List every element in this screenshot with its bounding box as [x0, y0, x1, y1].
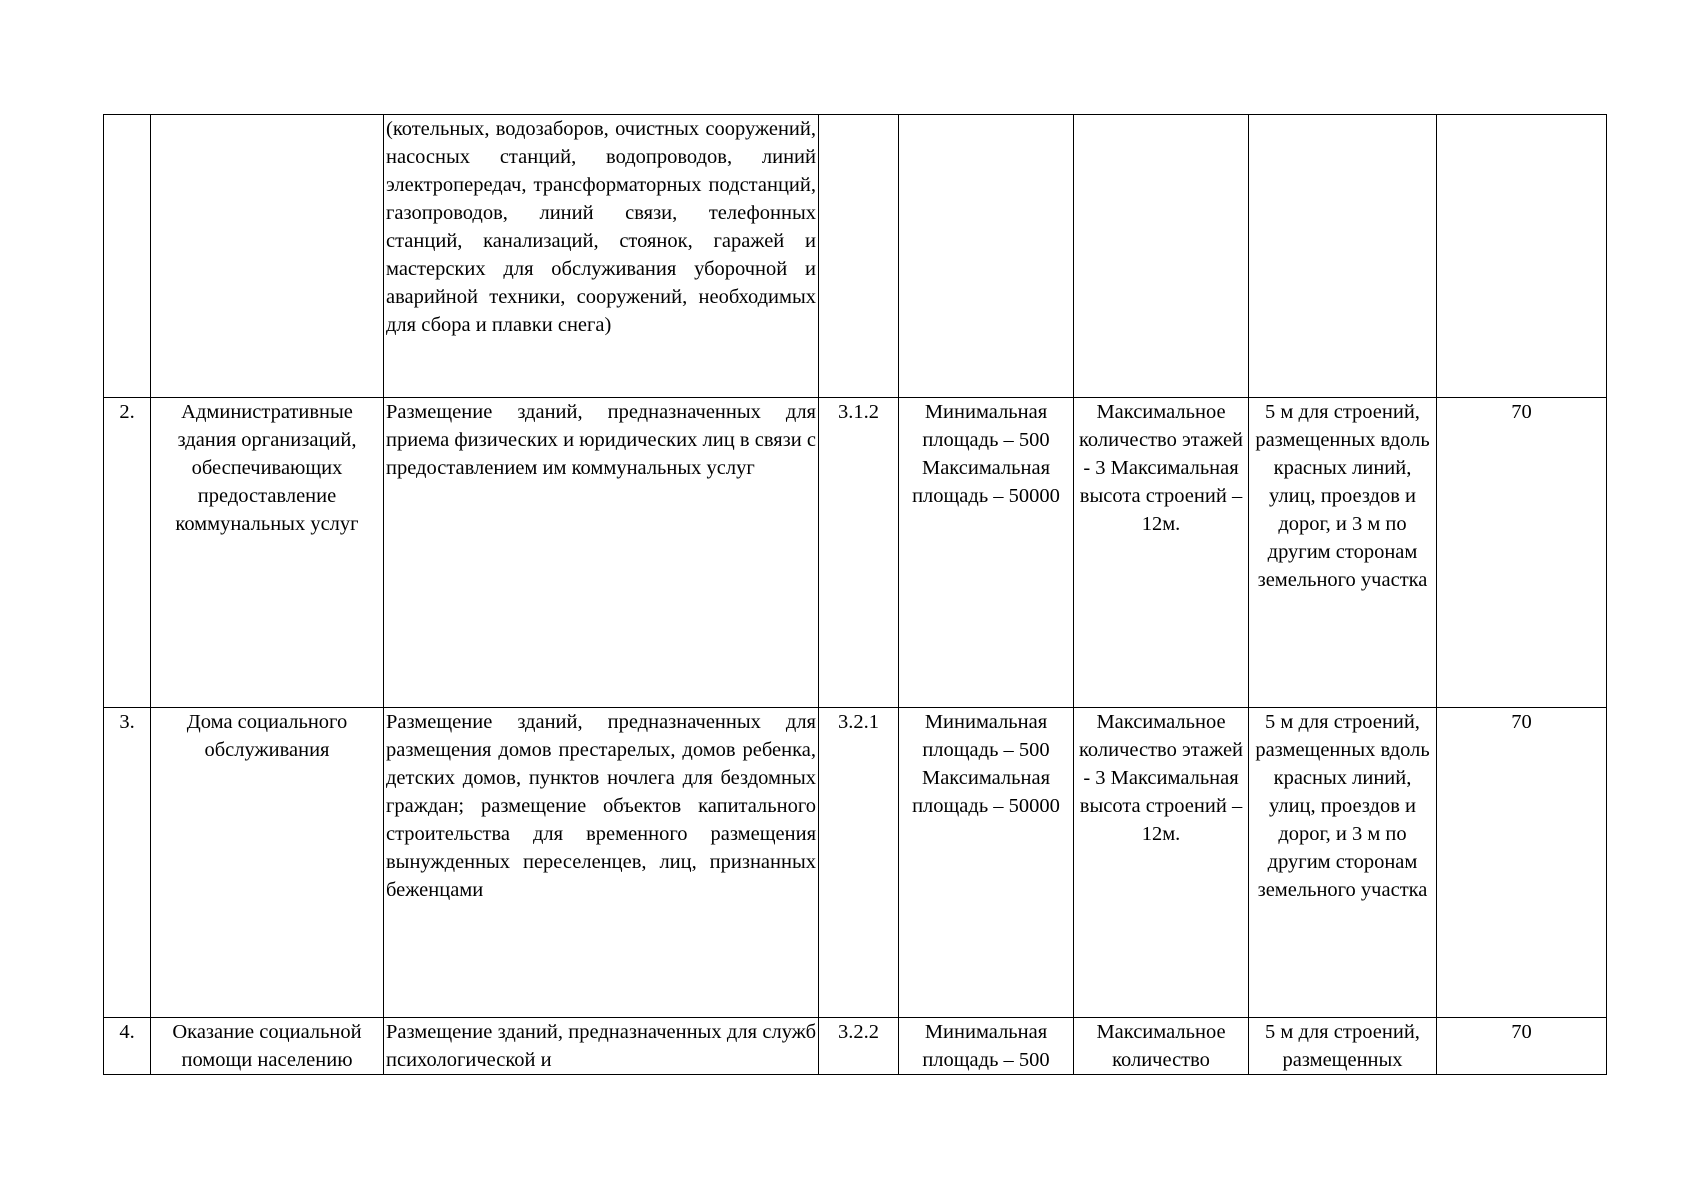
table-row	[104, 1018, 1607, 1075]
use-name-cell: Административные здания организаций, обеспечивающих предоставление коммунальных услуг	[151, 398, 384, 708]
row-number-cell: 4.	[104, 1018, 151, 1075]
coverage-percent-cell	[1437, 115, 1607, 398]
use-description-cell	[384, 708, 819, 1018]
classifier-code-cell	[819, 115, 899, 398]
table-row	[104, 708, 1607, 1018]
plot-area-cell: Минимальная площадь – 500 Максимальная площадь – 50000	[899, 708, 1074, 1018]
use-name-cell: Оказание социальной помощи населению	[151, 1018, 384, 1075]
use-name-cell: Дома социального обслуживания	[151, 708, 384, 1018]
plot-area-cell: Минимальная площадь – 500 Максимальная площадь – 50000	[899, 398, 1074, 708]
setback-cell: 5 м для строений, размещенных вдоль красных линий, улиц, проездов и дорог, и 3 м по другим сторонам земельного участка	[1249, 708, 1437, 1018]
setback-cell: 5 м для строений, размещенных вдоль красных линий, улиц, проездов и дорог, и 3 м по другим сторонам земельного участка	[1249, 398, 1437, 708]
building-height-cell: Максимальное количество этажей - 3 Максимальная высота строений – 12м.	[1074, 398, 1249, 708]
plot-area-cell: Минимальная площадь – 500	[899, 1018, 1074, 1075]
classifier-code-cell: 3.2.2	[819, 1018, 899, 1075]
table-row	[104, 398, 1607, 708]
table-row	[104, 115, 1607, 398]
use-name-cell	[151, 115, 384, 398]
use-description-cell	[384, 1018, 819, 1075]
coverage-percent-cell: 70	[1437, 708, 1607, 1018]
use-description-text: Размещение зданий, предназначенных для размещения домов престарелых, домов ребенка, детских домов, пунктов ночлега для бездомных граждан; размещение объектов капитального строительства для временного размещения вынужденных переселенцев, лиц, признанных беженцами	[386, 711, 816, 901]
use-description-text: Размещение зданий, предназначенных для приема физических и юридических лиц в связи с предоставлением им коммунальных услуг	[386, 401, 816, 479]
classifier-code-cell: 3.2.1	[819, 708, 899, 1018]
row-number-cell: 2.	[104, 398, 151, 708]
use-description-cell	[384, 398, 819, 708]
coverage-percent-cell: 70	[1437, 398, 1607, 708]
plot-area-cell	[899, 115, 1074, 398]
building-height-cell	[1074, 115, 1249, 398]
row-number-cell: 3.	[104, 708, 151, 1018]
building-height-cell: Максимальное количество этажей - 3 Максимальная высота строений – 12м.	[1074, 708, 1249, 1018]
setback-cell: 5 м для строений, размещенных	[1249, 1018, 1437, 1075]
use-description-cell	[384, 115, 819, 398]
use-description-text: (котельных, водозаборов, очистных сооружений, насосных станций, водопроводов, линий электропередач, трансформаторных подстанций, газопроводов, линий связи, телефонных станций, канализаций, стоянок, гаражей и мастерских для обслуживания уборочной и аварийной техники, сооружений, необходимых для сбора и плавки снега)	[386, 118, 816, 336]
land-use-regulations-table	[103, 114, 1607, 1075]
use-description-text: Размещение зданий, предназначенных для служб психологической и	[386, 1021, 816, 1071]
classifier-code-cell: 3.1.2	[819, 398, 899, 708]
coverage-percent-cell: 70	[1437, 1018, 1607, 1075]
setback-cell	[1249, 115, 1437, 398]
building-height-cell: Максимальное количество	[1074, 1018, 1249, 1075]
row-number-cell	[104, 115, 151, 398]
